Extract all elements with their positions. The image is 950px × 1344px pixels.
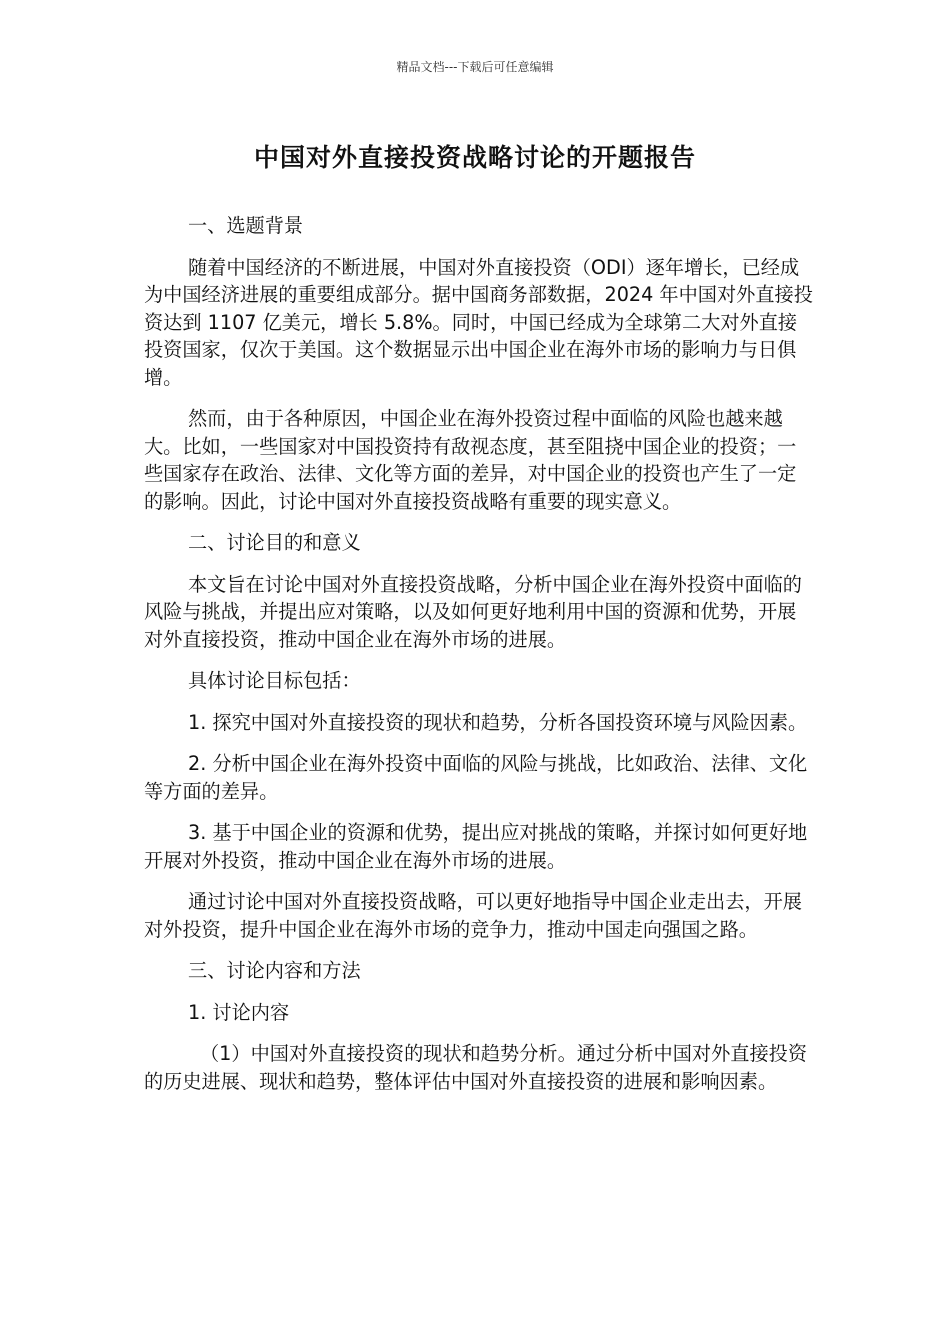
list-item: 2. 分析中国企业在海外投资中面临的风险与挑战，比如政治、法律、文化等方面的差异。 <box>144 752 808 803</box>
paragraph: 本文旨在讨论中国对外直接投资战略，分析中国企业在海外投资中面临的风险与挑战，并提出应对策略，以及如何更好地利用中国的资源和优势，开展对外直接投资，推动中国企业在海外市场的进展。 <box>144 572 802 651</box>
paragraph: 随着中国经济的不断进展，中国对外直接投资（ODI）逐年增长，已经成为中国经济进展的重要组成部分。据中国商务部数据，2024 年中国对外直接投资达到 1107 亿美元，增长 5.8%。同时，中国已经成为全球第二大对外直接投资国家，仅次于美国。这个数据显示出中国企业在海外市场的影响力与日俱增。 <box>144 255 813 389</box>
paragraph: （1）中国对外直接投资的现状和趋势分析。通过分析中国对外直接投资的历史进展、现状和趋势，整体评估中国对外直接投资的进展和影响因素。 <box>144 1042 808 1093</box>
list-item: 1. 探究中国对外直接投资的现状和趋势，分析各国投资环境与风险因素。 <box>188 710 808 734</box>
section-heading-purpose: 二、讨论目的和意义 <box>188 531 361 554</box>
paragraph: 具体讨论目标包括： <box>188 669 361 692</box>
paragraph: 然而，由于各种原因，中国企业在海外投资过程中面临的风险也越来越大。比如，一些国家对中国投资持有敌视态度，甚至阻挠中国企业的投资；一些国家存在政治、法律、文化等方面的差异，对中国企业的投资也产生了一定的影响。因此，讨论中国对外直接投资战略有重要的现实意义。 <box>144 407 797 513</box>
paragraph: 通过讨论中国对外直接投资战略，可以更好地指导中国企业走出去，开展对外投资，提升中国企业在海外市场的竞争力，推动中国走向强国之路。 <box>144 890 802 941</box>
document-body <box>144 212 814 1109</box>
subsection-heading: 1. 讨论内容 <box>188 1000 290 1024</box>
page-header: 精品文档---下载后可任意编辑 <box>396 60 554 74</box>
section-heading-content-method: 三、讨论内容和方法 <box>188 959 361 982</box>
document-title: 中国对外直接投资战略讨论的开题报告 <box>253 143 696 172</box>
list-item: 3. 基于中国企业的资源和优势，提出应对挑战的策略，并探讨如何更好地开展对外投资，推动中国企业在海外市场的进展。 <box>144 821 808 872</box>
section-heading-background: 一、选题背景 <box>188 214 304 237</box>
